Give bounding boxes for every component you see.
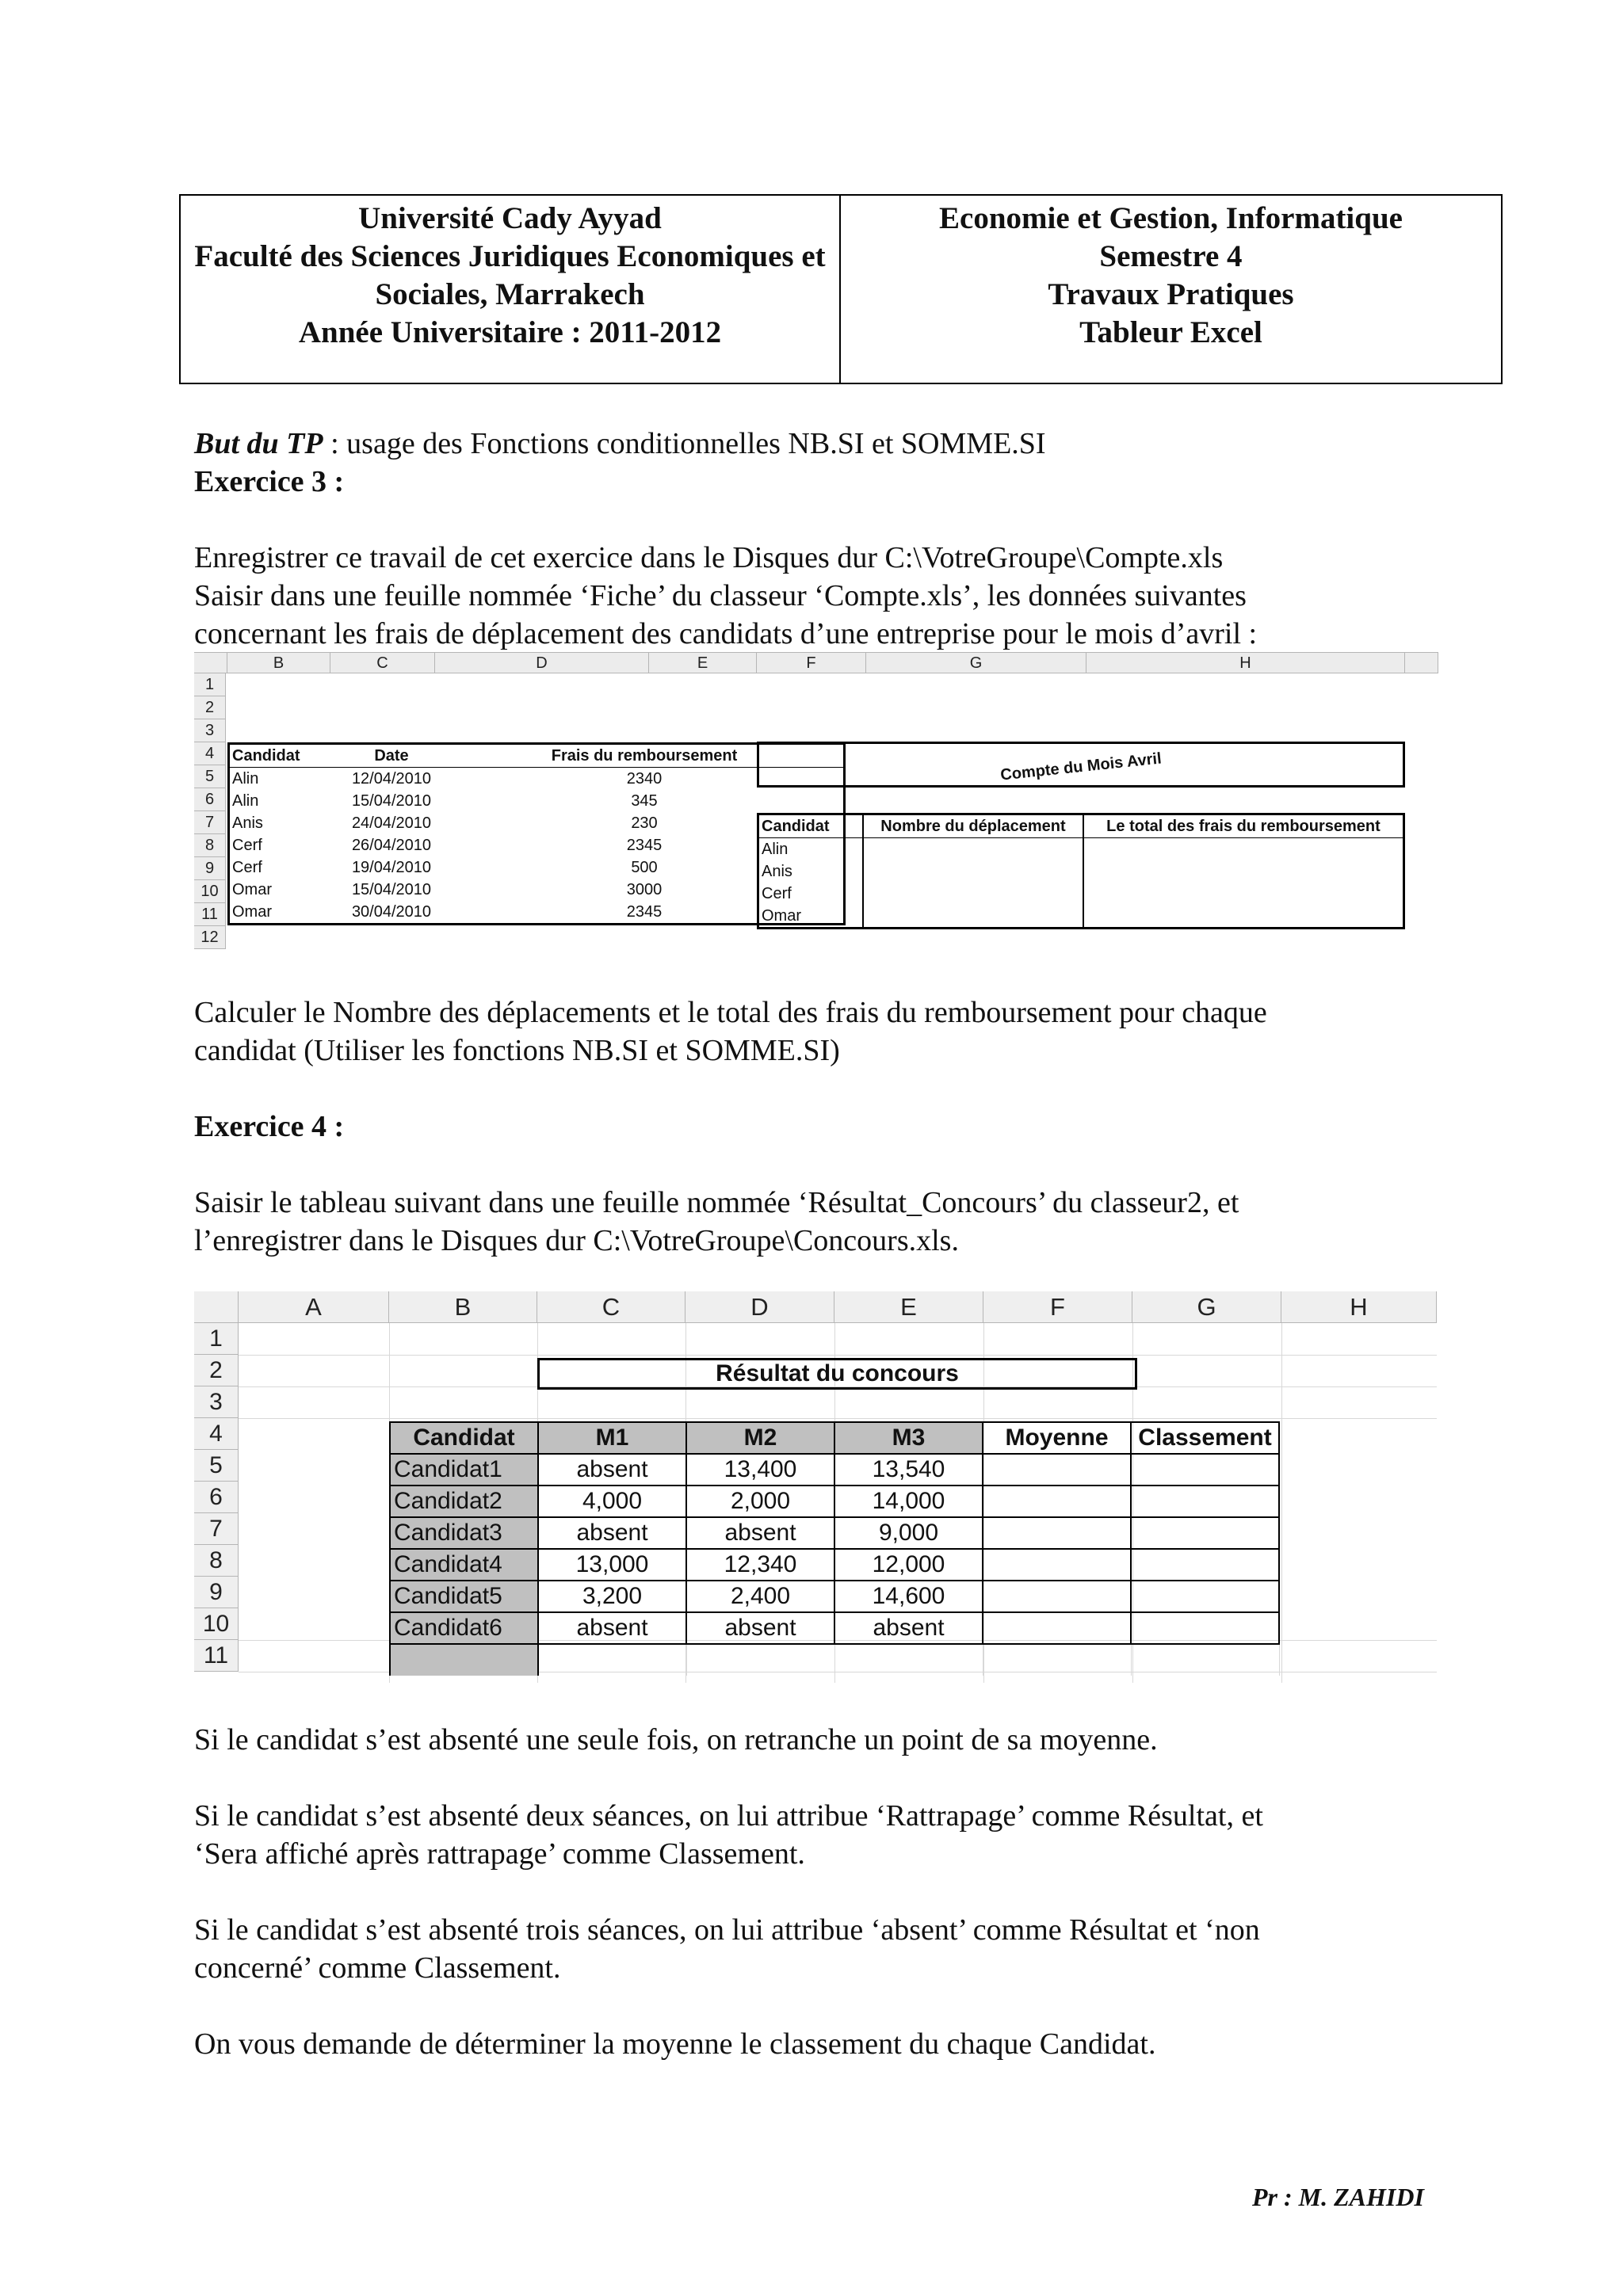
- cell-candidat: Candidat5: [390, 1581, 538, 1612]
- summary-title-box: [757, 742, 1405, 788]
- cell-candidat: Omar: [758, 905, 864, 929]
- header-moyenne: Moyenne: [983, 1422, 1131, 1454]
- row-header: 6: [194, 1482, 239, 1513]
- cell-candidat: Alin: [232, 770, 259, 788]
- row-header: 9: [194, 1577, 239, 1608]
- cell-m2: absent: [686, 1612, 834, 1644]
- row-header: 5: [194, 765, 226, 788]
- gridline: [239, 1355, 1437, 1356]
- cell-m1: 3,200: [538, 1581, 686, 1612]
- table-row: [229, 790, 845, 812]
- cell-m2: 13,400: [686, 1454, 834, 1486]
- cell-total: [1083, 838, 1404, 861]
- goal-label: But du TP: [194, 427, 323, 460]
- cell-candidat: Cerf: [232, 837, 262, 854]
- cell-candidat: Alin: [232, 792, 259, 810]
- header-semester: Semestre 4: [1099, 239, 1243, 273]
- cell-empty: [983, 1644, 1131, 1676]
- row-header: 3: [194, 1386, 239, 1418]
- header-candidat: Candidat: [390, 1422, 538, 1454]
- cell-m2: 2,400: [686, 1581, 834, 1612]
- exercise3-line1: Enregistrer ce travail de cet exercice dans le Disques dur C:\VotreGroupe\Compte.xls: [194, 541, 1224, 574]
- header-m1: M1: [538, 1422, 686, 1454]
- cell-empty: [390, 1644, 538, 1676]
- cell-nombre: [863, 838, 1083, 861]
- cell-classement: [1131, 1549, 1279, 1581]
- table-row: [229, 901, 845, 925]
- cell-candidat: Candidat2: [390, 1486, 538, 1517]
- row-header: 10: [194, 880, 226, 903]
- exercise3-line2: Saisir dans une feuille nommée ‘Fiche’ du classeur ‘Compte.xls’, les données suivantes: [194, 579, 1247, 612]
- cell-moyenne: [983, 1549, 1131, 1581]
- cell-total: [1083, 860, 1404, 883]
- gridline: [239, 1418, 1437, 1419]
- header-university: Université Cady Ayyad: [358, 201, 662, 235]
- col-header: G: [1132, 1291, 1281, 1323]
- table-row: [229, 856, 845, 879]
- cell-m1: absent: [538, 1612, 686, 1644]
- cell-classement: [1131, 1612, 1279, 1644]
- rule-3a: Si le candidat s’est absenté trois séances, on lui attribue ‘absent’ comme Résultat et ‘non: [194, 1913, 1260, 1947]
- col-header: H: [1086, 652, 1405, 673]
- rule-1: Si le candidat s’est absenté une seule fois, on retranche un point de sa moyenne.: [194, 1723, 1158, 1756]
- cell-candidat: Anis: [232, 814, 263, 832]
- header-box: [179, 194, 1503, 384]
- rule-2a: Si le candidat s’est absenté deux séances, on lui attribue ‘Rattrapage’ comme Résultat, et: [194, 1799, 1263, 1833]
- table-row: [758, 905, 1404, 929]
- cell-candidat: Candidat3: [390, 1517, 538, 1549]
- exercise3-title: Exercice 3 :: [194, 465, 345, 498]
- cell-frais: 2345: [626, 903, 663, 921]
- table-row: [390, 1517, 1279, 1549]
- exercise4-line1: Saisir le tableau suivant dans une feuille nommée ‘Résultat_Concours’ du classeur2, et: [194, 1186, 1239, 1219]
- cell-classement: [1131, 1581, 1279, 1612]
- row-header: 7: [194, 1513, 239, 1545]
- cell-frais: 500: [631, 859, 658, 876]
- results-title: Résultat du concours: [537, 1358, 1137, 1390]
- cell-classement: [1131, 1517, 1279, 1549]
- summary-table: [757, 813, 1405, 929]
- col-header: D: [435, 652, 649, 673]
- cell-m2: 12,340: [686, 1549, 834, 1581]
- header-m3: M3: [834, 1422, 983, 1454]
- cell-date: 24/04/2010: [351, 814, 432, 832]
- header-type: Travaux Pratiques: [1048, 277, 1294, 311]
- cell-total: [1083, 905, 1404, 929]
- cell-candidat: Anis: [758, 860, 864, 883]
- header-faculty: Faculté des Sciences Juridiques Economiques et Sociales, Marrakech: [194, 239, 826, 311]
- cell-m1: 4,000: [538, 1486, 686, 1517]
- header-subject: Tableur Excel: [1079, 315, 1262, 349]
- cell-nombre: [863, 883, 1083, 905]
- col-header: B: [227, 652, 330, 673]
- cell-empty: [1131, 1644, 1279, 1676]
- summary-title: Compte du Mois Avril: [999, 749, 1163, 784]
- cell-m3: 14,000: [834, 1486, 983, 1517]
- table-row: [758, 860, 1404, 883]
- row-header: 4: [194, 1418, 239, 1450]
- cell-frais: 345: [631, 792, 658, 810]
- cell-date: 15/04/2010: [351, 881, 432, 898]
- col-header: D: [685, 1291, 834, 1323]
- col-header: E: [834, 1291, 983, 1323]
- table-row: [390, 1612, 1279, 1644]
- cell-nombre: [863, 860, 1083, 883]
- exercise4-line2: l’enregistrer dans le Disques dur C:\VotreGroupe\Concours.xls.: [194, 1224, 959, 1257]
- header-nombre: Nombre du déplacement: [863, 814, 1083, 838]
- expenses-table: [227, 742, 846, 925]
- table-row: [229, 879, 845, 901]
- col-header: C: [537, 1291, 685, 1323]
- cell-m1: 13,000: [538, 1549, 686, 1581]
- row-header: 10: [194, 1608, 239, 1640]
- cell-m3: 13,540: [834, 1454, 983, 1486]
- cell-m1: absent: [538, 1517, 686, 1549]
- header-m2: M2: [686, 1422, 834, 1454]
- row-header: 4: [194, 742, 226, 765]
- cell-date: 30/04/2010: [351, 903, 432, 921]
- header-year: Année Universitaire : 2011-2012: [298, 315, 722, 349]
- cell-date: 19/04/2010: [351, 859, 432, 876]
- row-header: 9: [194, 857, 226, 880]
- row-header: 11: [194, 903, 226, 926]
- spreadsheet-compte: [194, 652, 1438, 957]
- cell-candidat: Cerf: [758, 883, 864, 905]
- table-row: [229, 812, 845, 834]
- exercise4-title: Exercice 4 :: [194, 1110, 345, 1143]
- cell-empty: [686, 1644, 834, 1676]
- col-header: B: [389, 1291, 537, 1323]
- exercise3-question1: Calculer le Nombre des déplacements et le total des frais du remboursement pour chaque: [194, 996, 1267, 1029]
- cell-m2: absent: [686, 1517, 834, 1549]
- col-header-extra: [1405, 652, 1438, 673]
- row-header: 2: [194, 1355, 239, 1386]
- goal-line: [194, 425, 1046, 463]
- cell-frais: 230: [631, 814, 658, 832]
- row-header: 1: [194, 673, 226, 696]
- corner-cell: [194, 1291, 239, 1323]
- cell-classement: [1131, 1454, 1279, 1486]
- cell-candidat: Candidat4: [390, 1549, 538, 1581]
- header-frais: Frais du remboursement: [445, 744, 845, 768]
- cell-empty: [834, 1644, 983, 1676]
- row-header: 7: [194, 811, 226, 834]
- header-candidat: Candidat: [229, 744, 338, 768]
- table-row-empty: [390, 1644, 1279, 1676]
- results-table: [389, 1421, 1280, 1676]
- row-header: 2: [194, 696, 226, 719]
- cell-m3: 9,000: [834, 1517, 983, 1549]
- cell-moyenne: [983, 1612, 1131, 1644]
- cell-m1: absent: [538, 1454, 686, 1486]
- row-header: 5: [194, 1450, 239, 1482]
- cell-frais: 2345: [626, 837, 663, 854]
- cell-candidat: Omar: [232, 881, 272, 898]
- cell-moyenne: [983, 1581, 1131, 1612]
- header-candidat: Candidat: [758, 814, 864, 838]
- row-header: 8: [194, 1545, 239, 1577]
- col-header: A: [239, 1291, 389, 1323]
- row-header: 6: [194, 788, 226, 811]
- row-header: 3: [194, 719, 226, 742]
- cell-nombre: [863, 905, 1083, 929]
- header-total: Le total des frais du remboursement: [1083, 814, 1404, 838]
- cell-frais: 3000: [626, 881, 663, 898]
- cell-candidat: Candidat6: [390, 1612, 538, 1644]
- table-row: [758, 838, 1404, 861]
- table-row: [229, 768, 845, 791]
- footer-author: Pr : M. ZAHIDI: [1252, 2183, 1424, 2211]
- row-header: 11: [194, 1640, 239, 1672]
- table-row: [390, 1454, 1279, 1486]
- header-program: Economie et Gestion, Informatique: [939, 201, 1403, 235]
- col-header: E: [649, 652, 757, 673]
- row-header: 12: [194, 926, 226, 949]
- gridline: [1281, 1323, 1282, 1683]
- corner-cell: [194, 652, 227, 673]
- cell-m3: absent: [834, 1612, 983, 1644]
- rule-2b: ‘Sera affiché après rattrapage’ comme Classement.: [194, 1837, 805, 1871]
- rule-3b: concerné’ comme Classement.: [194, 1951, 561, 1985]
- table-row: [390, 1581, 1279, 1612]
- exercise3-question2: candidat (Utiliser les fonctions NB.SI et SOMME.SI): [194, 1034, 840, 1067]
- col-header: C: [330, 652, 435, 673]
- col-header: F: [983, 1291, 1132, 1323]
- cell-date: 26/04/2010: [351, 837, 432, 854]
- spreadsheet-concours: [194, 1291, 1437, 1683]
- table-row: [390, 1549, 1279, 1581]
- cell-m3: 12,000: [834, 1549, 983, 1581]
- cell-candidat: Omar: [232, 903, 272, 921]
- cell-frais: 2340: [626, 770, 663, 788]
- cell-moyenne: [983, 1486, 1131, 1517]
- cell-m3: 14,600: [834, 1581, 983, 1612]
- cell-total: [1083, 883, 1404, 905]
- exercise3-line3: concernant les frais de déplacement des candidats d’une entreprise pour le mois d’avril :: [194, 617, 1258, 650]
- col-header: F: [757, 652, 866, 673]
- cell-classement: [1131, 1486, 1279, 1517]
- cell-candidat: Candidat1: [390, 1454, 538, 1486]
- header-course: [841, 196, 1501, 383]
- header-classement: Classement: [1131, 1422, 1279, 1454]
- col-header: H: [1281, 1291, 1437, 1323]
- header-institution: [181, 196, 841, 383]
- cell-moyenne: [983, 1454, 1131, 1486]
- cell-moyenne: [983, 1517, 1131, 1549]
- table-row: [390, 1486, 1279, 1517]
- col-header: G: [866, 652, 1086, 673]
- cell-empty: [538, 1644, 686, 1676]
- cell-m2: 2,000: [686, 1486, 834, 1517]
- cell-candidat: Alin: [758, 838, 864, 861]
- table-row: [229, 834, 845, 856]
- row-header: 1: [194, 1323, 239, 1355]
- row-header: 8: [194, 834, 226, 857]
- cell-date: 12/04/2010: [351, 770, 432, 788]
- header-date: Date: [338, 744, 445, 768]
- table-row: [758, 883, 1404, 905]
- goal-text: : usage des Fonctions conditionnelles NB.SI et SOMME.SI: [323, 427, 1046, 460]
- cell-candidat: Cerf: [232, 859, 262, 876]
- task-line: On vous demande de déterminer la moyenne le classement du chaque Candidat.: [194, 2027, 1156, 2061]
- cell-date: 15/04/2010: [351, 792, 432, 810]
